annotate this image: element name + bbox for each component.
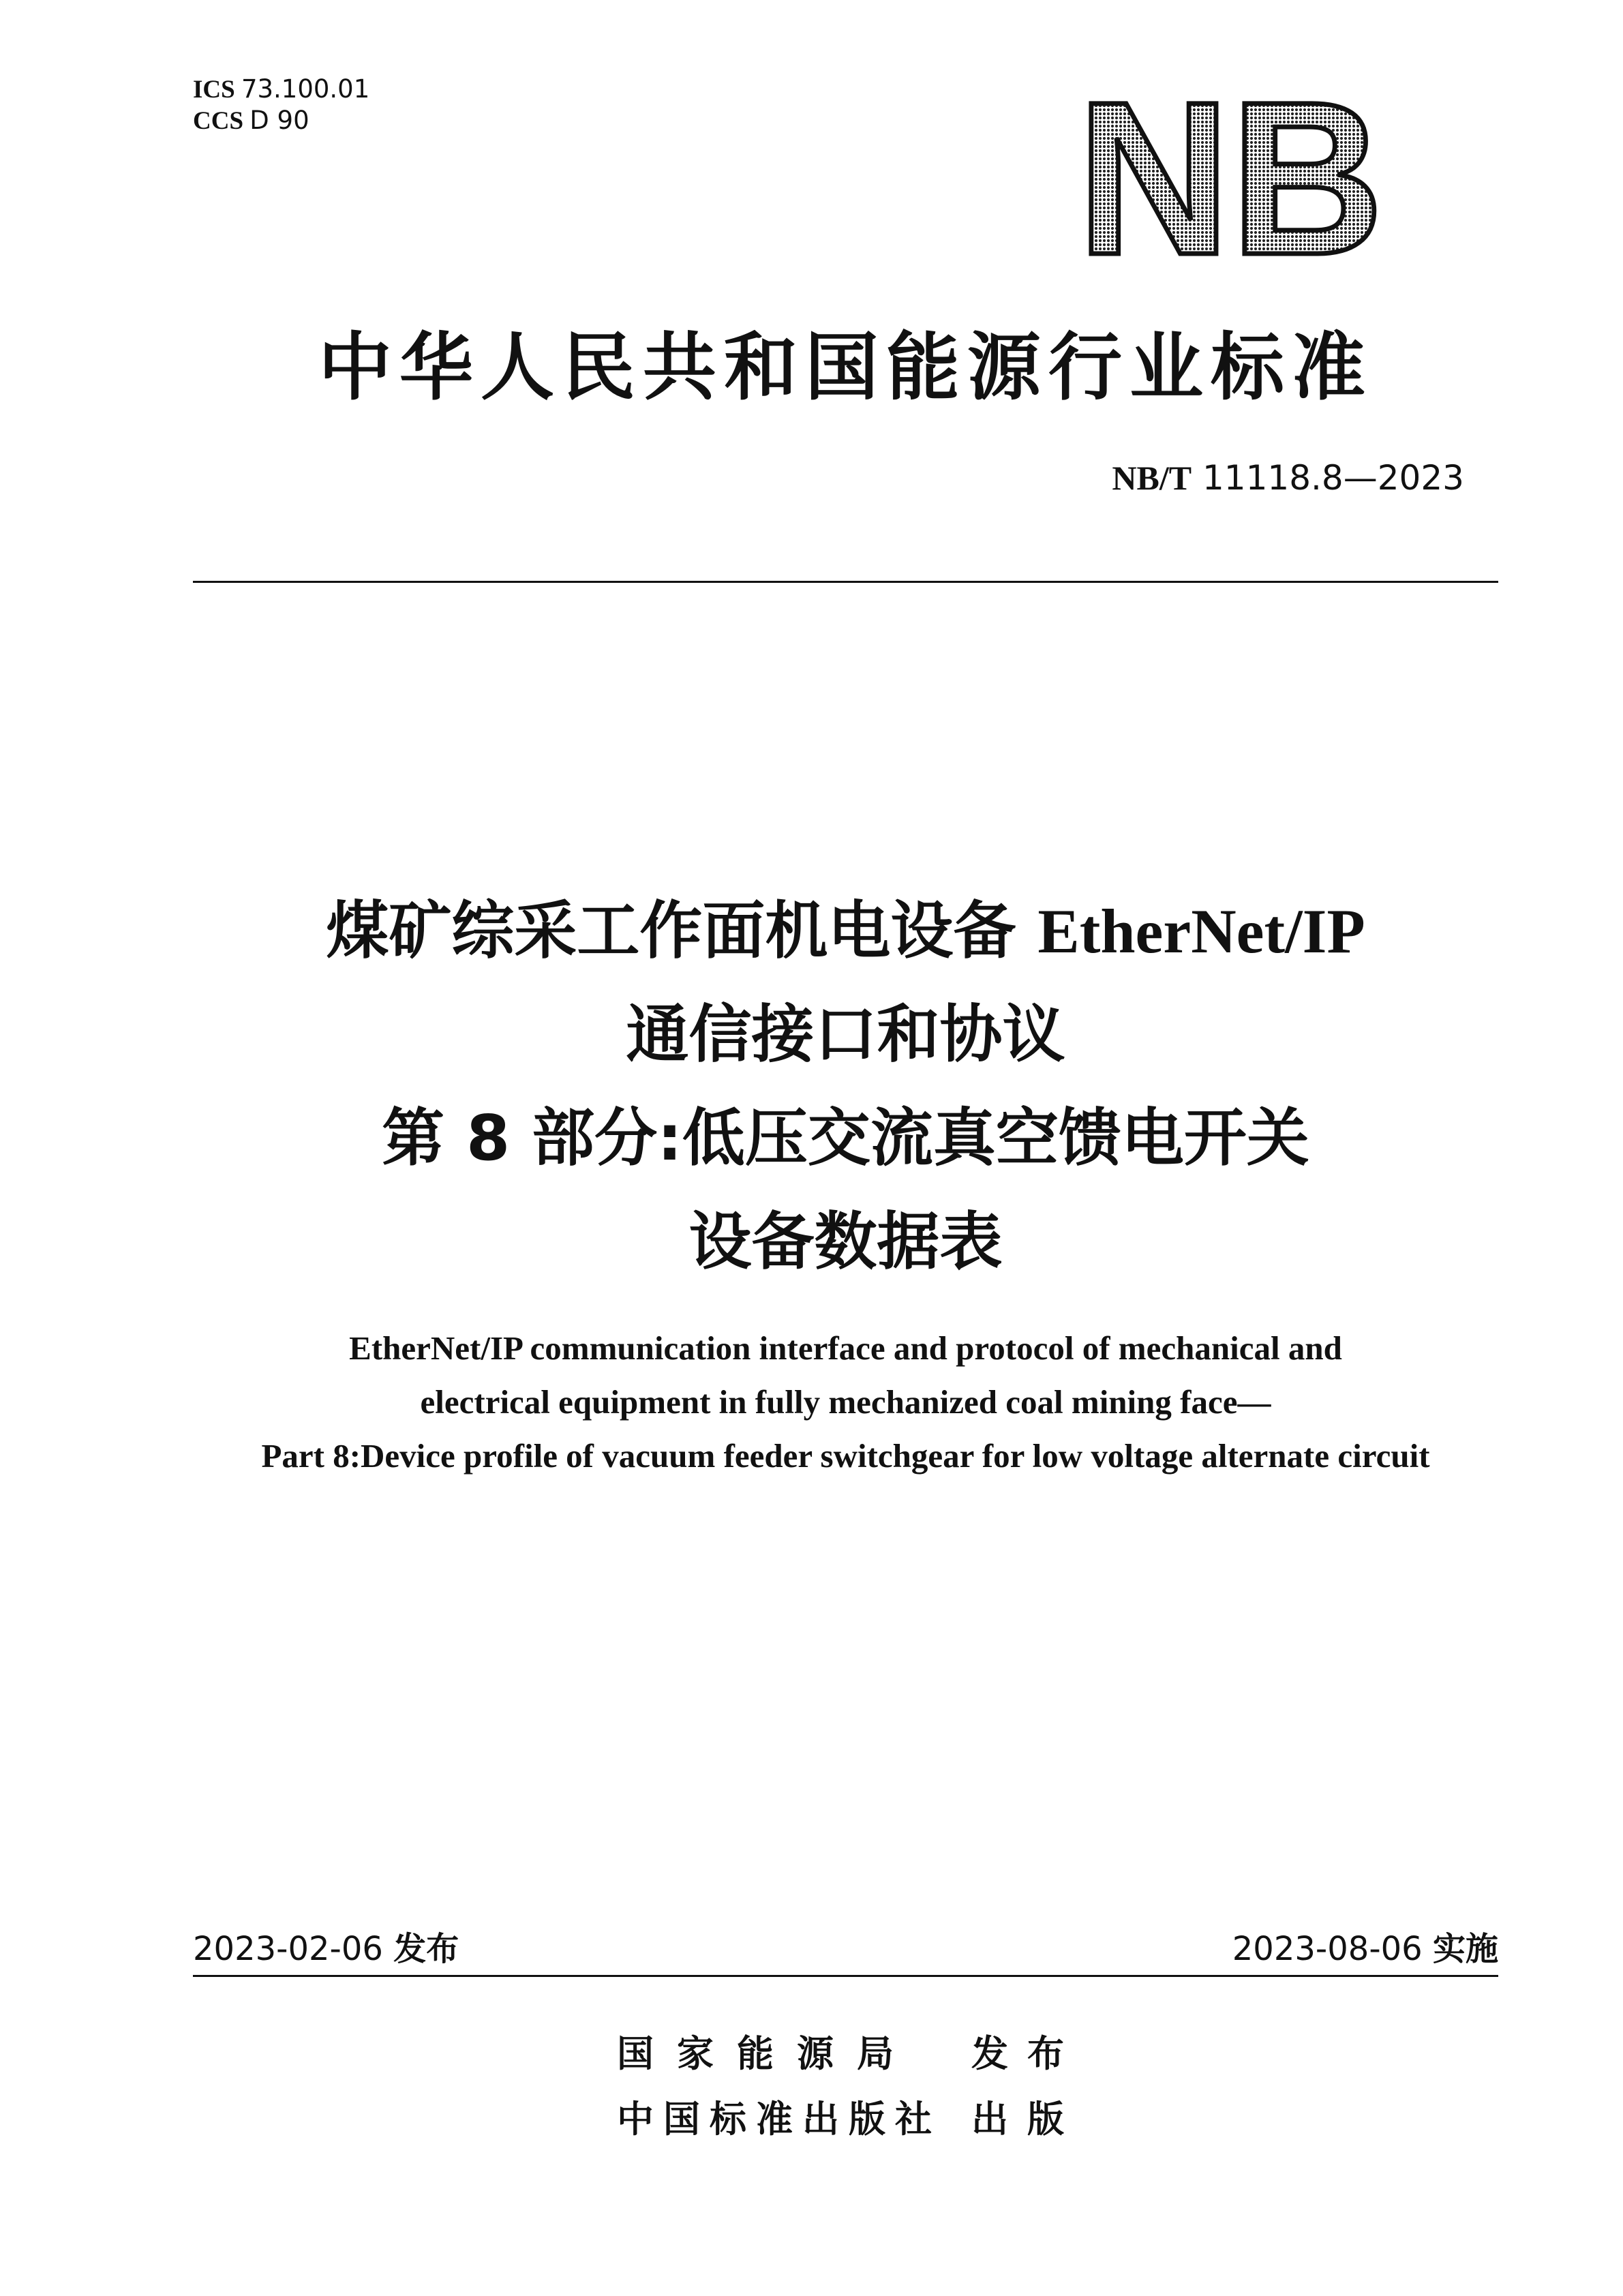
standard-code: 11118.8—2023 (1202, 458, 1464, 498)
nb-logo (1074, 95, 1387, 262)
issue-date (193, 1922, 459, 1969)
en-title-line-1: EtherNet/IP communication interface and protocol of mechanical and (349, 1329, 1342, 1367)
ccs-line (193, 105, 369, 136)
publishers (617, 2025, 1083, 2156)
impl-date-value: 2023-08-06 (1232, 1930, 1423, 1968)
header-divider (193, 581, 1498, 583)
publisher-role: 出版 (971, 2098, 1083, 2141)
ics-line (193, 74, 369, 105)
implementation-date (1232, 1922, 1498, 1969)
cn-title-line-2: 通信接口和协议 (626, 998, 1065, 1071)
ics-code: 73.100.01 (241, 74, 370, 104)
en-title-line-3: Part 8:Device profile of vacuum feeder switchgear for low voltage alternate circuit (261, 1437, 1430, 1475)
cn-title-line-1-latin: EtherNet/IP (1037, 896, 1365, 966)
publisher-role: 发布 (971, 2032, 1083, 2075)
cn-title-line-4: 设备数据表 (688, 1205, 1003, 1278)
publisher-name: 中国标准出版社 (617, 2098, 941, 2141)
cn-title-line-3: 第 8 部分:低压交流真空馈电开关 (382, 1102, 1309, 1175)
chinese-title (193, 879, 1498, 1294)
ccs-label: CCS (193, 107, 244, 135)
english-title (193, 1321, 1498, 1483)
classification-codes (193, 74, 369, 136)
publisher-row (617, 2090, 1083, 2156)
en-title-line-2: electrical equipment in fully mechanized coal mining face— (420, 1383, 1271, 1421)
issue-date-value: 2023-02-06 (193, 1930, 383, 1968)
footer-divider (193, 1975, 1498, 1977)
nb-logo-text: NB (1077, 95, 1384, 262)
publisher-name: 国家能源局 (617, 2032, 917, 2075)
cn-title-line-1-text: 煤矿综采工作面机电设备 (326, 894, 1016, 967)
standard-prefix: NB/T (1112, 459, 1192, 497)
ics-label: ICS (193, 76, 235, 104)
org-title: 中华人民共和国能源行业标准 (318, 325, 1373, 410)
issue-date-label: 发布 (393, 1930, 459, 1968)
impl-date-label: 实施 (1432, 1930, 1498, 1968)
publisher-row (617, 2025, 1083, 2090)
cn-title-line-1 (193, 879, 1498, 983)
ccs-code: D 90 (249, 106, 309, 135)
standard-number (1112, 458, 1464, 498)
